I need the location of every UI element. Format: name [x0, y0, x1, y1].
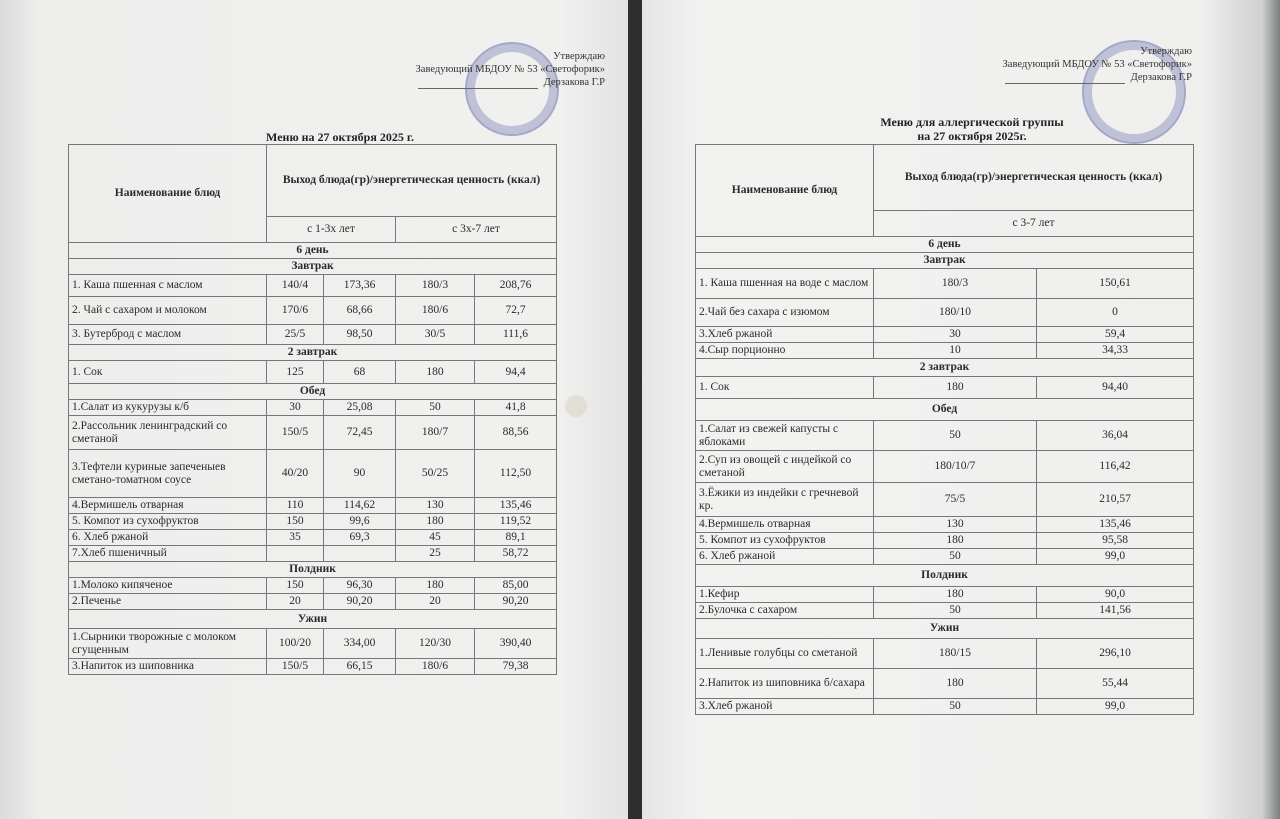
portion-large: 120/30: [396, 629, 475, 659]
portion-large: 180/6: [396, 659, 475, 675]
kcal-large: 88,56: [475, 416, 557, 450]
portion: 50: [874, 699, 1037, 715]
portion-large: 180/6: [396, 297, 475, 325]
kcal-large: 119,52: [475, 514, 557, 530]
portion-large: 180: [396, 514, 475, 530]
kcal: 0: [1037, 299, 1194, 327]
menu-title: [812, 115, 1132, 143]
section-title: Обед: [696, 399, 1194, 421]
dish-name: 2.Рассольник ленинградский со сметаной: [69, 416, 267, 450]
portion-large: 180/7: [396, 416, 475, 450]
section-row: [69, 610, 557, 629]
kcal: 116,42: [1037, 451, 1194, 483]
table-row: [69, 594, 557, 610]
dish-name: 2.Суп из овощей с индейкой со сметаной: [696, 451, 874, 483]
portion-large: 20: [396, 594, 475, 610]
table-row: [696, 421, 1194, 451]
section-row: [696, 619, 1194, 639]
portion-small: [267, 546, 324, 562]
section-title: 2 завтрак: [696, 359, 1194, 377]
kcal-small: 68,66: [324, 297, 396, 325]
kcal-large: 94,4: [475, 361, 557, 384]
table-row: [696, 549, 1194, 565]
kcal: 55,44: [1037, 669, 1194, 699]
kcal: 94,40: [1037, 377, 1194, 399]
portion-small: 20: [267, 594, 324, 610]
portion-small: 125: [267, 361, 324, 384]
kcal-small: 66,15: [324, 659, 396, 675]
portion: 180: [874, 533, 1037, 549]
signature-line: [418, 88, 538, 89]
kcal-large: 89,1: [475, 530, 557, 546]
portion: 75/5: [874, 483, 1037, 517]
portion: 130: [874, 517, 1037, 533]
table-row: [696, 699, 1194, 715]
age-header: с 3-7 лет: [874, 211, 1194, 237]
kcal-large: 79,38: [475, 659, 557, 675]
table-row: [69, 498, 557, 514]
section-row: [696, 399, 1194, 421]
table-row: [69, 361, 557, 384]
kcal: 99,0: [1037, 549, 1194, 565]
dish-name: 2.Печенье: [69, 594, 267, 610]
approval-block: [902, 45, 1192, 84]
portion-small: 35: [267, 530, 324, 546]
kcal-small: 114,62: [324, 498, 396, 514]
dish-name: 3.Хлеб ржаной: [696, 327, 874, 343]
approval-line-1: Утверждаю: [553, 51, 605, 62]
signature-line: [1005, 83, 1125, 84]
table-row: [696, 517, 1194, 533]
table-row: [69, 297, 557, 325]
kcal: 34,33: [1037, 343, 1194, 359]
portion-small: 150/5: [267, 416, 324, 450]
page-gap: [628, 0, 642, 819]
portion-small: 40/20: [267, 450, 324, 498]
section-row: [69, 384, 557, 400]
kcal: 150,61: [1037, 269, 1194, 299]
portion-small: 150/5: [267, 659, 324, 675]
day-label: 6 день: [69, 243, 557, 259]
portion-large: 25: [396, 546, 475, 562]
portion: 180/10: [874, 299, 1037, 327]
section-row: [696, 253, 1194, 269]
kcal-large: 41,8: [475, 400, 557, 416]
portion-large: 180: [396, 361, 475, 384]
dish-name: 2.Чай без сахара с изюмом: [696, 299, 874, 327]
section-title: Полдник: [69, 562, 557, 578]
portion-small: 150: [267, 578, 324, 594]
kcal-large: 85,00: [475, 578, 557, 594]
section-row: [69, 562, 557, 578]
dish-name: 4.Вермишель отварная: [69, 498, 267, 514]
table-row: [696, 669, 1194, 699]
table-row: [696, 343, 1194, 359]
table-row: [696, 451, 1194, 483]
table-row: [69, 275, 557, 297]
header-row: [69, 145, 557, 217]
kcal-large: 90,20: [475, 594, 557, 610]
table-row: [69, 325, 557, 345]
dish-name: 3. Бутерброд с маслом: [69, 325, 267, 345]
kcal-large: 112,50: [475, 450, 557, 498]
table-row: [696, 269, 1194, 299]
kcal-small: 72,45: [324, 416, 396, 450]
kcal-small: 90,20: [324, 594, 396, 610]
dish-name: 3.Тефтели куриные запеченыев сметано-томатном соусе: [69, 450, 267, 498]
section-title: Обед: [69, 384, 557, 400]
dish-name: 1.Ленивые голубцы со сметаной: [696, 639, 874, 669]
day-label: 6 день: [696, 237, 1194, 253]
paper-stain: [565, 395, 587, 417]
dish-name: 5. Компот из сухофруктов: [696, 533, 874, 549]
kcal-small: 68: [324, 361, 396, 384]
portion-small: 30: [267, 400, 324, 416]
kcal-large: 72,7: [475, 297, 557, 325]
portion: 10: [874, 343, 1037, 359]
dish-name: 1.Салат из кукурузы к/б: [69, 400, 267, 416]
kcal: 99,0: [1037, 699, 1194, 715]
menu-table: [695, 144, 1194, 715]
menu-table-body: [69, 145, 557, 675]
menu-title: Меню на 27 октября 2025 г.: [266, 130, 414, 144]
dish-name: 3.Напиток из шиповника: [69, 659, 267, 675]
kcal-small: 98,50: [324, 325, 396, 345]
section-title: Ужин: [696, 619, 1194, 639]
dish-name: 2.Булочка с сахаром: [696, 603, 874, 619]
dish-name: 1. Каша пшенная с маслом: [69, 275, 267, 297]
kcal-small: 173,36: [324, 275, 396, 297]
dish-name: 4.Сыр порционно: [696, 343, 874, 359]
age-header: с 3х-7 лет: [396, 217, 557, 243]
table-row: [69, 629, 557, 659]
table-row: [696, 587, 1194, 603]
portion: 180/3: [874, 269, 1037, 299]
portion-large: 130: [396, 498, 475, 514]
table-row: [696, 377, 1194, 399]
section-row: [696, 359, 1194, 377]
left-menu-page: [0, 0, 628, 819]
menu-table-body: [696, 145, 1194, 715]
dish-name: 1.Салат из свежей капусты с яблоками: [696, 421, 874, 451]
table-row: [69, 514, 557, 530]
kcal: 95,58: [1037, 533, 1194, 549]
kcal: 141,56: [1037, 603, 1194, 619]
portion-small: 100/20: [267, 629, 324, 659]
column-header-output: Выход блюда(гр)/энергетическая ценность (ккал): [267, 145, 557, 217]
portion-small: 110: [267, 498, 324, 514]
portion: 180: [874, 669, 1037, 699]
dish-name: 1.Сырники творожные с молоком сгущенным: [69, 629, 267, 659]
approval-block: [300, 50, 605, 89]
portion-large: 50/25: [396, 450, 475, 498]
kcal-small: 99,6: [324, 514, 396, 530]
kcal-small: 334,00: [324, 629, 396, 659]
kcal: 296,10: [1037, 639, 1194, 669]
dish-name: 5. Компот из сухофруктов: [69, 514, 267, 530]
day-row: [696, 237, 1194, 253]
column-header-name: Наименование блюд: [69, 145, 267, 243]
table-row: [69, 578, 557, 594]
portion-large: 30/5: [396, 325, 475, 345]
portion: 50: [874, 421, 1037, 451]
age-header: с 1-3х лет: [267, 217, 396, 243]
portion: 50: [874, 603, 1037, 619]
approval-line-3: Дерзакова Г.Р: [1130, 72, 1192, 83]
right-menu-page: [642, 0, 1280, 819]
table-row: [69, 659, 557, 675]
table-row: [69, 546, 557, 562]
dish-name: 6. Хлеб ржаной: [696, 549, 874, 565]
dish-name: 4.Вермишель отварная: [696, 517, 874, 533]
dish-name: 3.Ёжики из индейки с гречневой кр.: [696, 483, 874, 517]
table-row: [696, 327, 1194, 343]
kcal: 210,57: [1037, 483, 1194, 517]
section-row: [696, 565, 1194, 587]
kcal-small: 90: [324, 450, 396, 498]
approval-line-3: Дерзакова Г.Р: [543, 77, 605, 88]
kcal-large: 208,76: [475, 275, 557, 297]
kcal-large: 111,6: [475, 325, 557, 345]
section-title: Ужин: [69, 610, 557, 629]
dish-name: 1. Каша пшенная на воде с маслом: [696, 269, 874, 299]
table-row: [696, 639, 1194, 669]
dish-name: 1.Кефир: [696, 587, 874, 603]
menu-table: [68, 144, 557, 675]
day-row: [69, 243, 557, 259]
kcal-small: 96,30: [324, 578, 396, 594]
portion-small: 140/4: [267, 275, 324, 297]
header-row: [696, 145, 1194, 211]
portion-large: 180/3: [396, 275, 475, 297]
table-row: [69, 400, 557, 416]
dish-name: 2. Чай с сахаром и молоком: [69, 297, 267, 325]
approval-line-1: Утверждаю: [1140, 46, 1192, 57]
kcal-large: 58,72: [475, 546, 557, 562]
dish-name: 1. Сок: [69, 361, 267, 384]
dish-name: 1. Сок: [696, 377, 874, 399]
section-title: Завтрак: [696, 253, 1194, 269]
kcal-small: 69,3: [324, 530, 396, 546]
table-row: [696, 483, 1194, 517]
menu-title-line-2: на 27 октября 2025г.: [917, 129, 1027, 143]
section-title: 2 завтрак: [69, 345, 557, 361]
portion-small: 25/5: [267, 325, 324, 345]
column-header-output: Выход блюда(гр)/энергетическая ценность (ккал): [874, 145, 1194, 211]
table-row: [696, 533, 1194, 549]
portion: 180/10/7: [874, 451, 1037, 483]
dish-name: 6. Хлеб ржаной: [69, 530, 267, 546]
table-row: [696, 299, 1194, 327]
section-row: [69, 259, 557, 275]
dish-name: 7.Хлеб пшеничный: [69, 546, 267, 562]
table-row: [69, 450, 557, 498]
table-row: [69, 416, 557, 450]
portion: 180/15: [874, 639, 1037, 669]
kcal-small: 25,08: [324, 400, 396, 416]
section-row: [69, 345, 557, 361]
table-row: [69, 530, 557, 546]
approval-line-2: Заведующий МБДОУ № 53 «Светофорик»: [1002, 59, 1192, 70]
menu-title-line-1: Меню для аллергической группы: [880, 115, 1064, 129]
dish-name: 1.Молоко кипяченое: [69, 578, 267, 594]
kcal: 90,0: [1037, 587, 1194, 603]
kcal: 135,46: [1037, 517, 1194, 533]
column-header-name: Наименование блюд: [696, 145, 874, 237]
portion-large: 45: [396, 530, 475, 546]
portion: 30: [874, 327, 1037, 343]
portion: 180: [874, 377, 1037, 399]
approval-line-2: Заведующий МБДОУ № 53 «Светофорик»: [415, 64, 605, 75]
kcal-small: [324, 546, 396, 562]
portion-small: 170/6: [267, 297, 324, 325]
portion-large: 180: [396, 578, 475, 594]
portion-small: 150: [267, 514, 324, 530]
kcal-large: 390,40: [475, 629, 557, 659]
dish-name: 3.Хлеб ржаной: [696, 699, 874, 715]
table-row: [696, 603, 1194, 619]
dish-name: 2.Напиток из шиповника б/сахара: [696, 669, 874, 699]
portion: 50: [874, 549, 1037, 565]
kcal: 59,4: [1037, 327, 1194, 343]
section-title: Полдник: [696, 565, 1194, 587]
portion: 180: [874, 587, 1037, 603]
kcal: 36,04: [1037, 421, 1194, 451]
portion-large: 50: [396, 400, 475, 416]
section-title: Завтрак: [69, 259, 557, 275]
kcal-large: 135,46: [475, 498, 557, 514]
